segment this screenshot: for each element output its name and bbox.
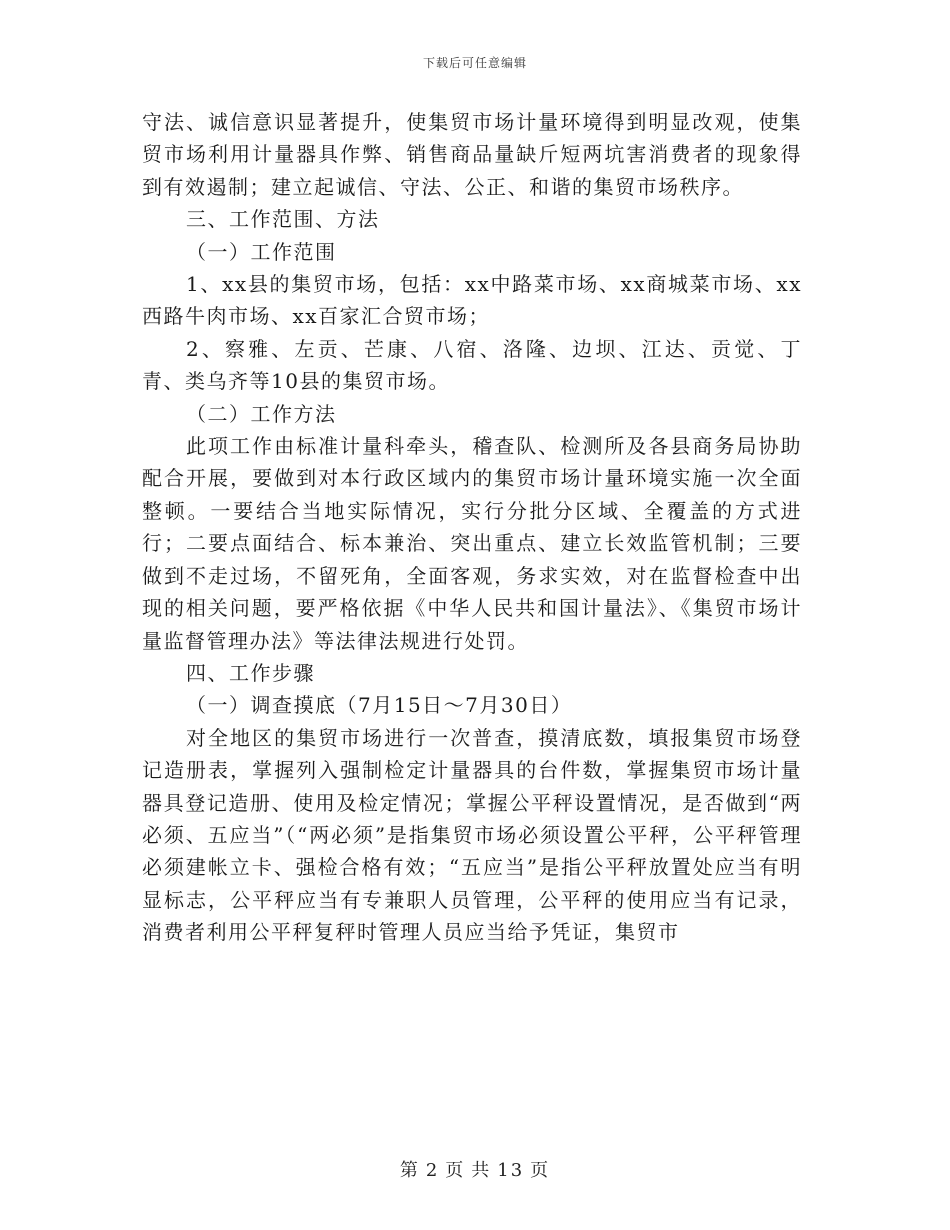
subsection-heading-scope: （一）工作范围 [186,239,337,264]
paragraph-method: 此项工作由标准计量科牵头，稽查队、检测所及各县商务局协助配合开展，要做到对本行政区域内的集贸市场计量环境实施一次全面整顿。一要结合当地实际情况，实行分批分区域、全覆盖的方式进行；二要点面结合、标本兼治、突出重点、建立长效监管机制；三要做到不走过场，不留死角，全面客观，务求实效，对在监督检查中出现的相关问题，要严格依据《中华人民共和国计量法》、《集贸市场计量监督管理办法》等法律法规进行处罚。 [142,434,802,653]
footer-page-word: 页 [445,1160,466,1181]
footer-current-page: 2 [425,1160,440,1181]
footer-suffix: 页 [530,1160,551,1181]
page-header: 下载后可任意编辑 [422,56,527,70]
paragraph-survey: 对全地区的集贸市场进行一次普查，摸清底数，填报集贸市场登记造册表，掌握列入强制检定计量器具的台件数，掌握集贸市场计量器具登记造册、使用及检定情况；掌握公平秤设置情况，是否做到“两必须、五应当”（“两必须”是指集贸市场必须设置公平秤，公平秤管理必须建帐立卡、强检合格有效；“五应当”是指公平秤放置处应当有明显标志，公平秤应当有专兼职人员管理，公平秤的使用应当有记录，消费者利用公平秤复秤时管理人员应当给予凭证，集贸市 [142,725,802,945]
paragraph-continuation: 守法、诚信意识显著提升，使集贸市场计量环境得到明显改观，使集贸市场利用计量器具作弊、销售商品量缺斤短两坑害消费者的现象得到有效遏制；建立起诚信、守法、公正、和谐的集贸市场秩序。 [142,110,802,199]
section-heading-scope-method: 三、工作范围、方法 [186,207,380,232]
footer-total-pages: 13 [497,1160,525,1181]
footer-total-word: 共 [471,1160,492,1181]
page-footer [0,1156,950,1182]
list-item-2: 2、察雅、左贡、芒康、八宿、洛隆、边坝、江达、贡觉、丁青、类乌齐等10县的集贸市场。 [142,336,802,394]
subsection-heading-survey: （一）调查摸底（7月15日～7月30日） [186,693,573,718]
list-item-1: 1、xx县的集贸市场，包括：xx中路菜市场、xx商城菜市场、xx西路牛肉市场、xx百家汇合贸市场； [142,272,802,329]
footer-prefix: 第 [399,1160,420,1181]
section-heading-steps: 四、工作步骤 [186,660,315,685]
document-body [142,106,802,949]
subsection-heading-method: （二）工作方法 [186,401,337,426]
